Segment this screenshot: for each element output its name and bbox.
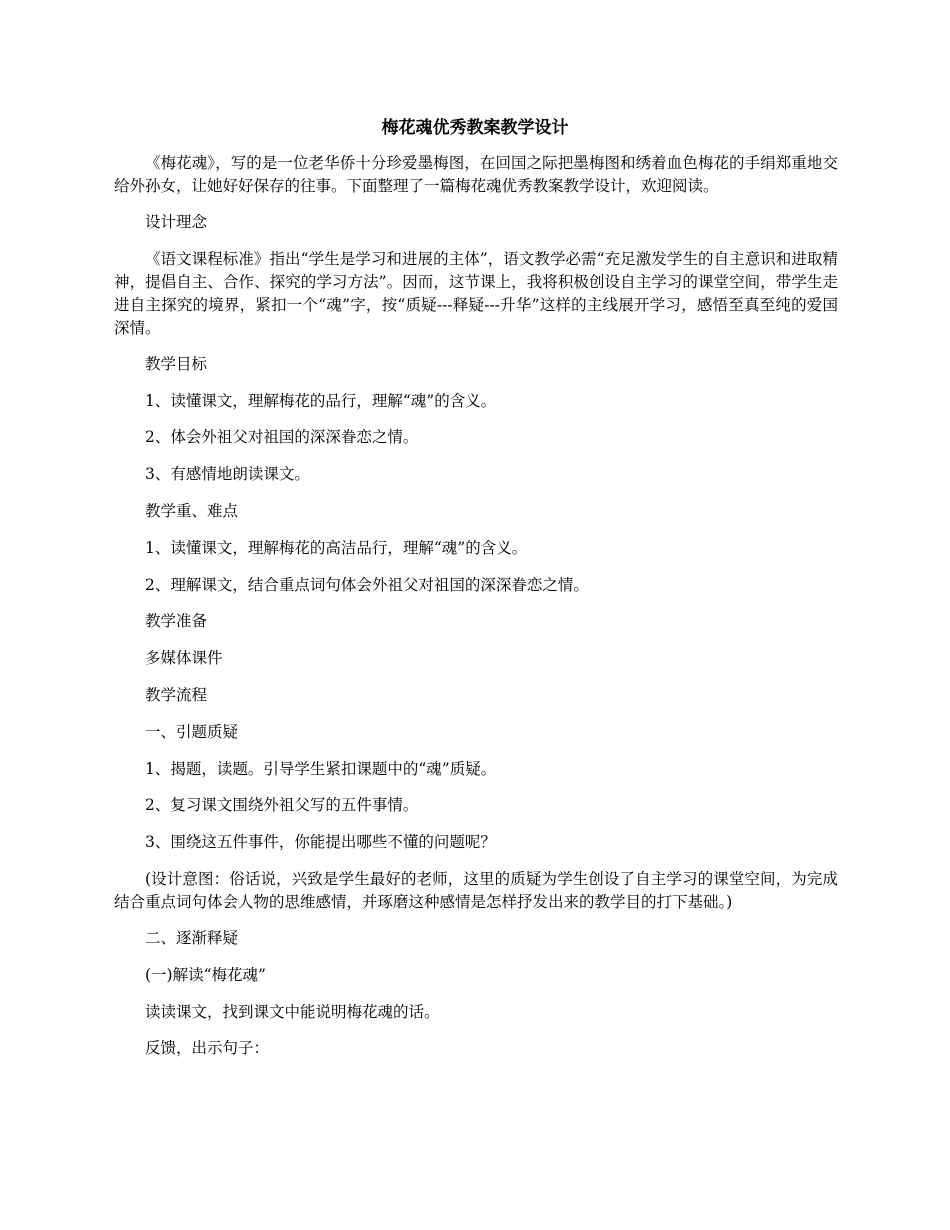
- section-heading-design-concept: 设计理念: [145, 213, 208, 231]
- process-item-3: 3、围绕这五件事件，你能提出哪些不懂的问题呢？: [145, 833, 496, 852]
- process-step-heading-1: 一、引题质疑: [145, 722, 239, 741]
- section-heading-teaching-goals: 教学目标: [145, 354, 208, 373]
- document-title: 梅花魂优秀教案教学设计: [381, 118, 569, 138]
- section-heading-key-points: 教学重、难点: [145, 501, 239, 520]
- section-heading-preparation: 教学准备: [145, 612, 208, 631]
- key-point-item-1: 1、读懂课文，理解梅花的高洁品行，理解“魂”的含义。: [145, 538, 528, 557]
- intro-paragraph: 《梅花魂》，写的是一位老华侨十分珍爱墨梅图，在回国之际把墨梅图和绣着血色梅花的手绢郑重地交给外孙女，让她好好保存的往事。下面整理了一篇梅花魂优秀教案教学设计，欢迎阅读。: [114, 154, 838, 195]
- process-item-2: 2、复习课文围绕外祖父写的五件事情。: [145, 796, 419, 815]
- goal-item-1: 1、读懂课文，理解梅花的品行，理解“魂”的含义。: [145, 391, 497, 410]
- process-item-1: 1、揭题，读题。引导学生紧扣课题中的“魂”质疑。: [145, 759, 497, 778]
- key-point-item-2: 2、理解课文，结合重点词句体会外祖父对祖国的深深眷恋之情。: [145, 575, 589, 594]
- design-intent-note: (设计意图：俗话说，兴致是学生最好的老师，这里的质疑为学生创设了自主学习的课堂空间，为完成结合重点词句体会人物的思维感情，并琢磨这种感情是怎样抒发出来的教学目的打下基础。): [114, 869, 838, 911]
- document-body: [114, 152, 838, 1074]
- feedback-text: 反馈，出示句子：: [145, 1039, 270, 1058]
- preparation-text: 多媒体课件: [145, 649, 223, 668]
- instruction-text: 读读课文，找到课文中能说明梅花魂的话。: [145, 1002, 440, 1021]
- design-concept-paragraph: 《语文课程标准》指出“学生是学习和进展的主体”，语文教学必需“充足激发学生的自主意识和进取精神，提倡自主、合作、探究的学习方法”。因而，这节课上，我将积极创设自主学习的课堂空间，带学生走进自主探究的境界，紧扣一个“魂”字，按“质疑---释疑---升华”这样的主线展开学习，感悟至真至纯的爱国深情。: [114, 249, 838, 337]
- goal-item-2: 2、体会外祖父对祖国的深深眷恋之情。: [145, 428, 419, 447]
- process-step-heading-2: 二、逐渐释疑: [145, 928, 239, 947]
- subsection-heading: (一)解读“梅花魂”: [145, 965, 266, 984]
- section-heading-process: 教学流程: [145, 685, 208, 704]
- goal-item-3: 3、有感情地朗读课文。: [145, 465, 310, 484]
